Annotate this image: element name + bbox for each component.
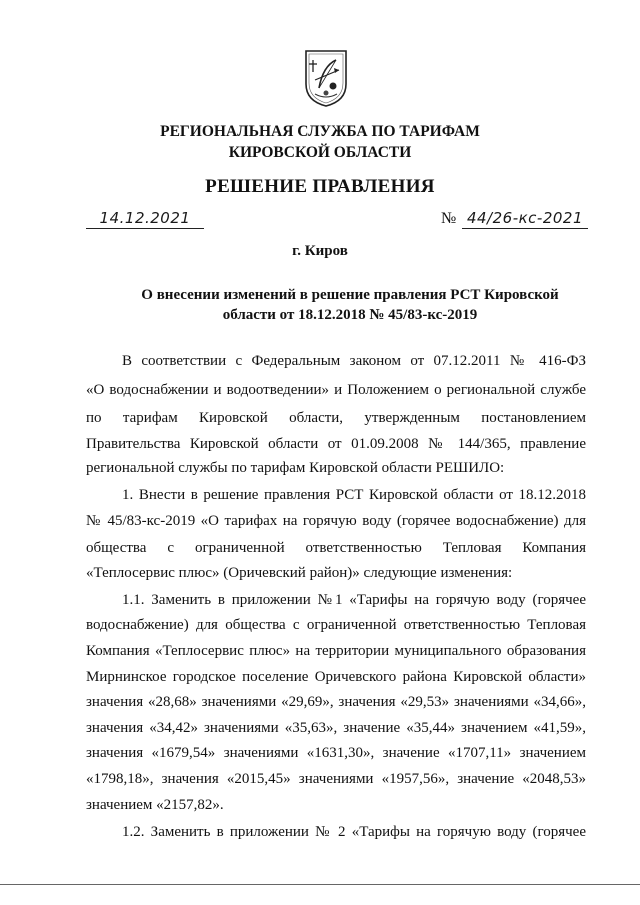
body-line: значения «28,68» значениями «29,69», значения «29,53» значениями «34,66»,: [86, 694, 586, 710]
body-line: водоснабжение) для общества с ограниченной ответственностью Тепловая: [86, 617, 586, 633]
document-title: РЕШЕНИЕ ПРАВЛЕНИЯ: [205, 176, 435, 197]
body-line: В соответствии с Федеральным законом от 07.12.2011 № 416-ФЗ: [122, 353, 586, 369]
subject-line: О внесении изменений в решение правления РСТ Кировской: [141, 287, 559, 303]
body-line: 1. Внести в решение правления РСТ Кировской области от 18.12.2018: [122, 487, 586, 503]
body-line: значения «1679,54» значениями «1631,30», значение «1707,11» значением: [86, 745, 586, 761]
page-bottom-rule: [0, 884, 640, 885]
body-line: общества с ограниченной ответственностью Тепловая Компания: [86, 540, 586, 556]
body-line: значения «34,42» значениями «35,63», значение «35,44» значением «41,59»,: [86, 720, 586, 736]
document-date: 14.12.2021: [86, 209, 204, 229]
subject-line: области от 18.12.2018 № 45/83-кс-2019: [222, 307, 478, 323]
body-line: Компания «Теплосервис плюс» на территории муниципального образования: [86, 643, 586, 659]
document-number: 44/26-кс-2021: [462, 209, 588, 229]
org-name-line2: КИРОВСКОЙ ОБЛАСТИ: [228, 144, 412, 161]
body-line: значением «2157,82».: [86, 797, 224, 813]
body-line: по тарифам Кировской области, утвержденным постановлением: [86, 410, 586, 426]
body-line: 1.1. Заменить в приложении №1 «Тарифы на горячую воду (горячее: [122, 592, 586, 608]
body-line: № 45/83-кс-2019 «О тарифах на горячую воду (горячее водоснабжение) для: [86, 513, 586, 529]
city: г. Киров: [292, 243, 348, 259]
body-line: региональной службы по тарифам Кировской области РЕШИЛО:: [86, 460, 505, 476]
body-line: Правительства Кировской области от 01.09.2008 № 144/365, правление: [86, 436, 586, 452]
org-name-line1: РЕГИОНАЛЬНАЯ СЛУЖБА ПО ТАРИФАМ: [160, 123, 480, 140]
body-line: «О водоснабжении и водоотведении» и Положением о региональной службе: [86, 382, 586, 398]
body-line: 1.2. Заменить в приложении № 2 «Тарифы на горячую воду (горячее: [122, 824, 586, 840]
document-subject: [120, 285, 580, 325]
number-label: №: [441, 210, 457, 227]
body-line: «1798,18», значения «2015,45» значениями «1957,56», значение «2048,53»: [86, 771, 586, 787]
body-line: «Теплосервис плюс» (Оричевский район)» следующие изменения:: [86, 565, 513, 581]
coat-of-arms-emblem: [303, 48, 349, 108]
body-line: Мирнинское городское поселение Оричевского района Кировской области»: [86, 669, 586, 685]
